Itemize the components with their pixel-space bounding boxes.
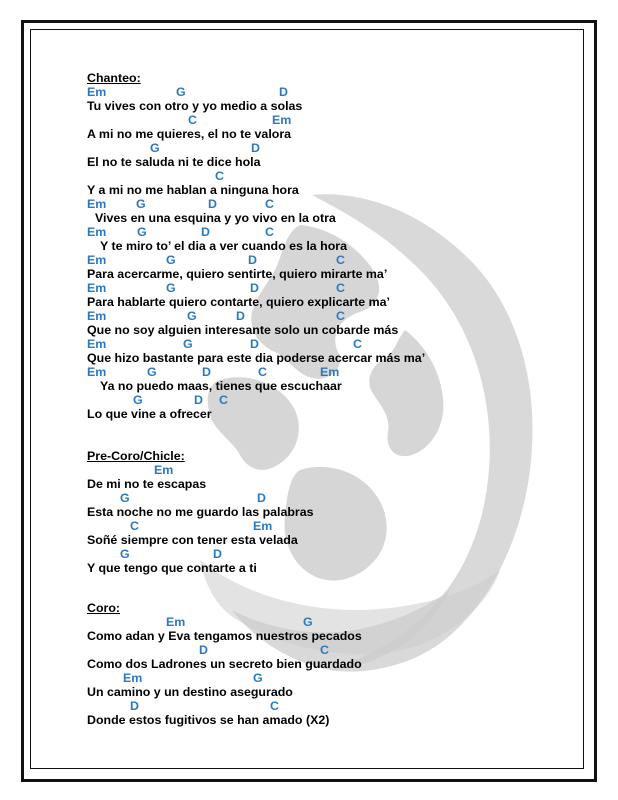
- lyric-line: Y a mi no me hablan a ninguna hora: [87, 183, 299, 197]
- chord-g: G: [147, 365, 157, 379]
- chord-c: C: [188, 113, 197, 127]
- chord-c: C: [265, 197, 274, 211]
- chord-d: D: [201, 225, 210, 239]
- lyric-line: Como adan y Eva tengamos nuestros pecados: [87, 629, 362, 643]
- chord-c: C: [336, 253, 345, 267]
- chord-g: G: [166, 281, 176, 295]
- chord-g: G: [183, 337, 193, 351]
- chord-d: D: [194, 393, 203, 407]
- lyric-line: A mi no me quieres, el no te valora: [87, 127, 292, 141]
- chord-em: Em: [166, 615, 186, 629]
- chord-d: D: [199, 643, 208, 657]
- chord-em: Em: [87, 197, 107, 211]
- chord-g: G: [253, 671, 263, 685]
- chord-em: Em: [154, 463, 174, 477]
- lyric-line: Y te miro to’ el dia a ver cuando es la hora: [100, 239, 347, 253]
- section-header-coro: Coro:: [87, 601, 121, 615]
- chord-em: Em: [87, 337, 107, 351]
- chord-c: C: [336, 309, 345, 323]
- lyric-line: Que no soy alguien interesante solo un cobarde más: [87, 323, 399, 337]
- lyric-line: Vives en una esquina y yo vivo en la otra: [95, 211, 336, 225]
- lyric-line: Un camino y un destino asegurado: [87, 685, 293, 699]
- chord-d: D: [248, 253, 257, 267]
- chord-em: Em: [87, 253, 107, 267]
- chord-g: G: [187, 309, 197, 323]
- chord-g: G: [166, 253, 176, 267]
- chord-d: D: [250, 281, 259, 295]
- chord-d: D: [257, 491, 266, 505]
- lyric-line: El no te saluda ni te dice hola: [87, 155, 261, 169]
- chord-em: Em: [87, 225, 107, 239]
- lyric-line: Y que tengo que contarte a ti: [87, 561, 257, 575]
- lyric-line: Tu vives con otro y yo medio a solas: [87, 99, 303, 113]
- lyric-line: De mi no te escapas: [87, 477, 207, 491]
- lyric-line: Para hablarte quiero contarte, quiero explicarte ma’: [87, 295, 390, 309]
- chord-g: G: [133, 393, 143, 407]
- chord-em: Em: [253, 519, 273, 533]
- lyric-line: Esta noche no me guardo las palabras: [87, 505, 314, 519]
- lyric-line: Que hizo bastante para este dia poderse acercar más ma’: [87, 351, 426, 365]
- chord-d: D: [279, 85, 288, 99]
- chord-c: C: [270, 699, 279, 713]
- chord-d: D: [202, 365, 211, 379]
- chord-d: D: [250, 337, 259, 351]
- chord-d: D: [130, 699, 139, 713]
- chord-g: G: [303, 615, 313, 629]
- chord-g: G: [137, 225, 147, 239]
- lyric-line: Ya no puedo maas, tienes que escuchaar: [100, 379, 342, 393]
- lyric-line: Para acercarme, quiero sentirte, quiero mirarte ma’: [87, 267, 388, 281]
- chord-d: D: [208, 197, 217, 211]
- lyric-line: Donde estos fugitivos se han amado (X2): [87, 713, 330, 727]
- chord-c: C: [258, 365, 267, 379]
- chord-c: C: [320, 643, 329, 657]
- chord-em: Em: [123, 671, 143, 685]
- section-header-chanteo: Chanteo:: [87, 71, 141, 85]
- chord-d: D: [213, 547, 222, 561]
- chord-em: Em: [87, 365, 107, 379]
- chord-c: C: [265, 225, 274, 239]
- chord-c: C: [215, 169, 224, 183]
- chord-em: Em: [320, 365, 340, 379]
- chord-g: G: [150, 141, 160, 155]
- chord-em: Em: [272, 113, 292, 127]
- chord-em: Em: [87, 309, 107, 323]
- chord-c: C: [336, 281, 345, 295]
- chord-g: G: [120, 491, 130, 505]
- lyric-line: Como dos Ladrones un secreto bien guardado: [87, 657, 362, 671]
- chord-c: C: [130, 519, 139, 533]
- chord-d: D: [236, 309, 245, 323]
- chord-em: Em: [87, 85, 107, 99]
- chord-c: C: [353, 337, 362, 351]
- chord-g: G: [120, 547, 130, 561]
- lyric-line: Soñé siempre con tener esta velada: [87, 533, 298, 547]
- lyric-line: Lo que vine a ofrecer: [87, 407, 212, 421]
- chord-d: D: [251, 141, 260, 155]
- chord-em: Em: [87, 281, 107, 295]
- chord-c: C: [219, 393, 228, 407]
- section-header-precoro: Pre-Coro/Chicle:: [87, 449, 185, 463]
- chord-g: G: [136, 197, 146, 211]
- chord-g: G: [176, 85, 186, 99]
